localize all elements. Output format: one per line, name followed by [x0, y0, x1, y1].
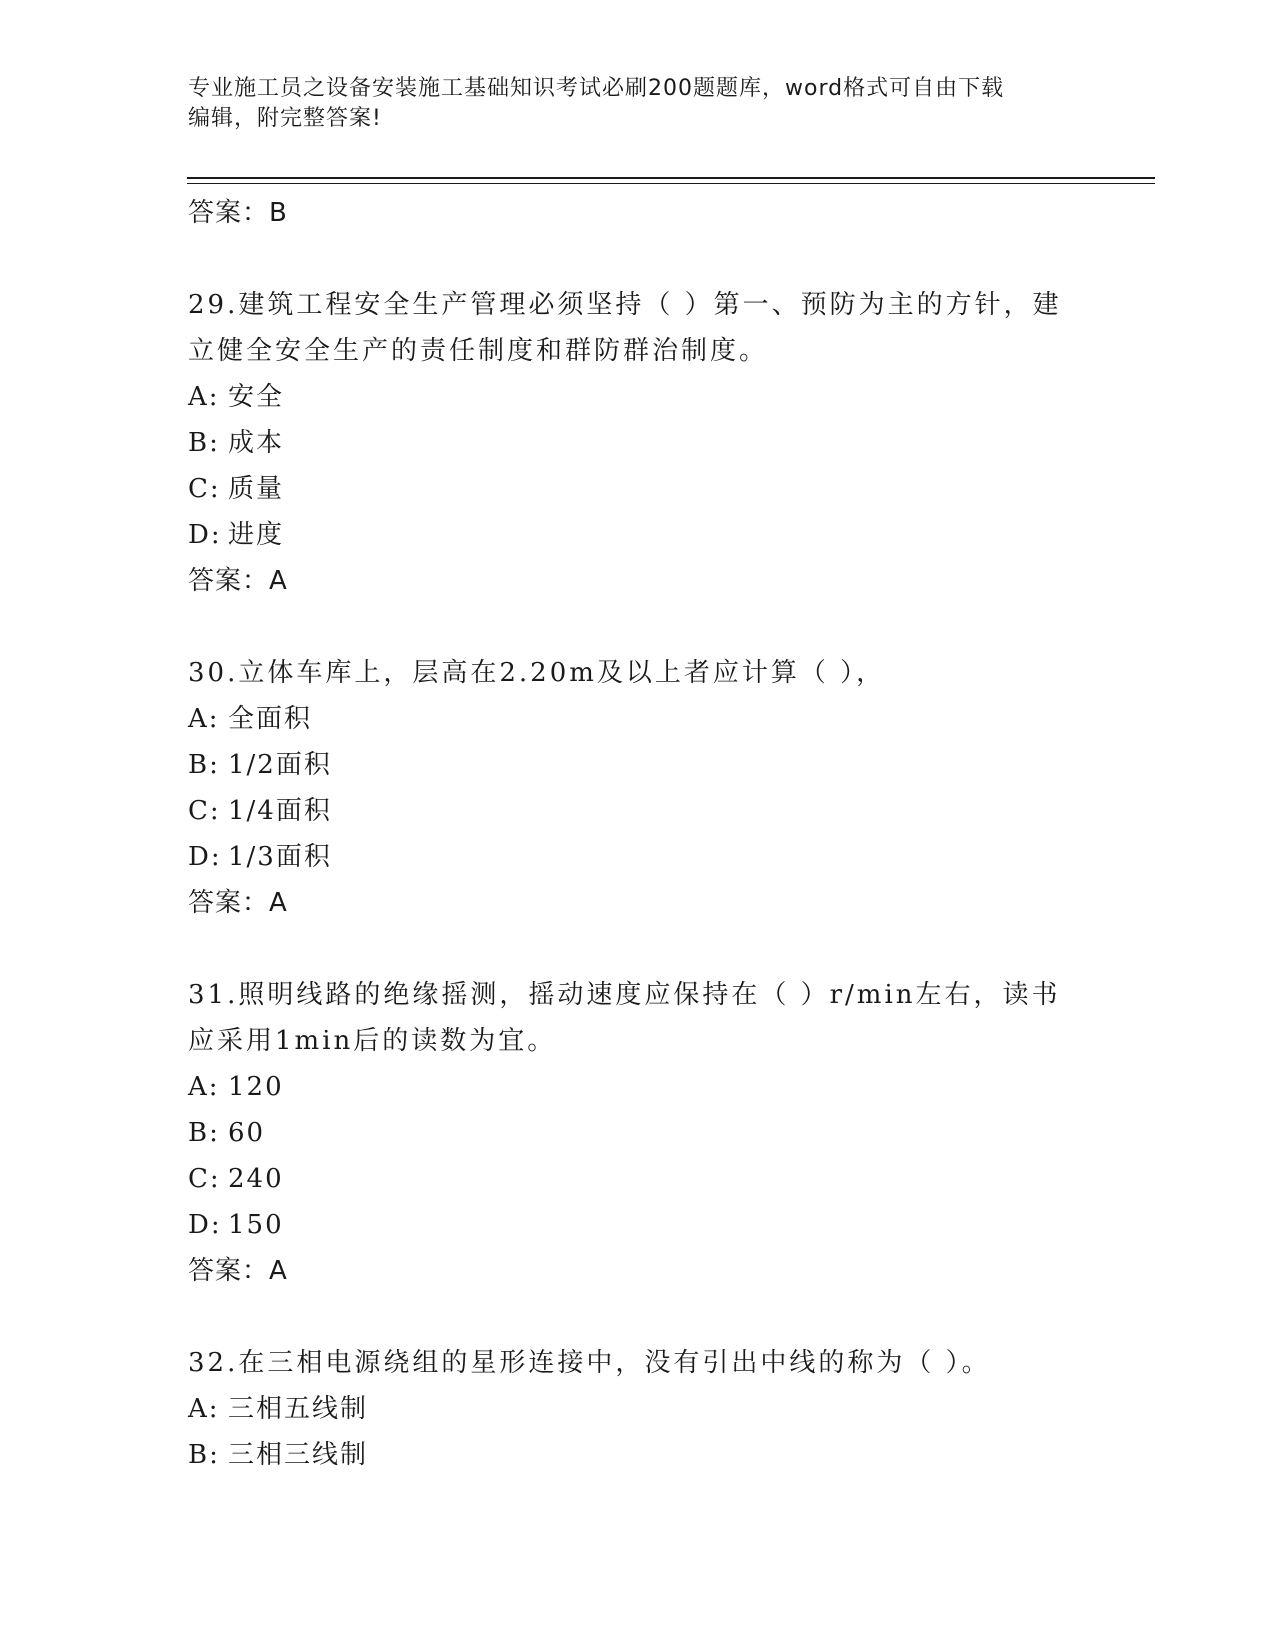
document-header	[188, 74, 1068, 134]
option-c	[188, 466, 1088, 512]
answer-line: 答案：B	[188, 198, 288, 228]
header-title-line-2: 编辑，附完整答案!	[188, 106, 382, 131]
option-letter: A:	[188, 382, 220, 412]
option-text: 三相五线制	[228, 1394, 369, 1424]
question-list	[188, 190, 1088, 1478]
option-letter: D:	[188, 520, 222, 550]
option-a	[188, 374, 1088, 420]
option-text: 1/3面积	[228, 842, 332, 872]
option-letter: A:	[188, 704, 220, 734]
option-text: 60	[228, 1118, 266, 1148]
option-d	[188, 834, 1088, 880]
answer-line: 答案：A	[188, 1256, 288, 1286]
option-b	[188, 420, 1088, 466]
option-text: 安全	[228, 382, 285, 412]
option-b	[188, 1110, 1088, 1156]
question-32	[188, 1340, 1088, 1478]
header-divider-thin	[187, 183, 1155, 184]
option-text: 三相三线制	[228, 1440, 369, 1470]
option-letter: A:	[188, 1072, 220, 1102]
option-letter: C:	[188, 796, 221, 826]
option-letter: B:	[188, 1118, 220, 1148]
question-stem: 31.照明线路的绝缘摇测，摇动速度应保持在（ ）r/min左右，读书应采用1min后的读数为宜。	[188, 980, 1061, 1056]
option-letter: C:	[188, 474, 221, 504]
option-a	[188, 696, 1088, 742]
option-text: 1/4面积	[228, 796, 332, 826]
option-text: 240	[228, 1164, 284, 1194]
option-text: 进度	[228, 520, 285, 550]
option-letter: D:	[188, 1210, 222, 1240]
header-title-line-1: 专业施工员之设备安装施工基础知识考试必刷200题题库，word格式可自由下载	[188, 76, 1005, 101]
header-divider-thick	[187, 177, 1155, 179]
question-stem: 29.建筑工程安全生产管理必须坚持（ ）第一、预防为主的方针，建立健全安全生产的责任制度和群防群治制度。	[188, 290, 1062, 366]
answer-line: 答案：A	[188, 888, 288, 918]
option-letter: D:	[188, 842, 222, 872]
option-text: 全面积	[228, 704, 313, 734]
option-d	[188, 512, 1088, 558]
option-text: 质量	[228, 474, 285, 504]
option-letter: B:	[188, 1440, 220, 1470]
option-letter: B:	[188, 750, 220, 780]
option-c	[188, 1156, 1088, 1202]
option-letter: A:	[188, 1394, 220, 1424]
option-text: 120	[228, 1072, 284, 1102]
option-b	[188, 742, 1088, 788]
option-text: 1/2面积	[228, 750, 332, 780]
option-text: 150	[228, 1210, 284, 1240]
option-b	[188, 1432, 1088, 1478]
question-30	[188, 650, 1088, 926]
question-stem: 32.在三相电源绕组的星形连接中，没有引出中线的称为（ ）。	[188, 1348, 991, 1378]
answer-line: 答案：A	[188, 566, 288, 596]
question-31	[188, 972, 1088, 1294]
option-letter: C:	[188, 1164, 221, 1194]
option-c	[188, 788, 1088, 834]
option-d	[188, 1202, 1088, 1248]
option-letter: B:	[188, 428, 220, 458]
option-text: 成本	[228, 428, 285, 458]
option-a	[188, 1064, 1088, 1110]
option-a	[188, 1386, 1088, 1432]
question-stem: 30.立体车库上，层高在2.20m及以上者应计算（ ），	[188, 658, 886, 688]
question-29	[188, 282, 1088, 604]
